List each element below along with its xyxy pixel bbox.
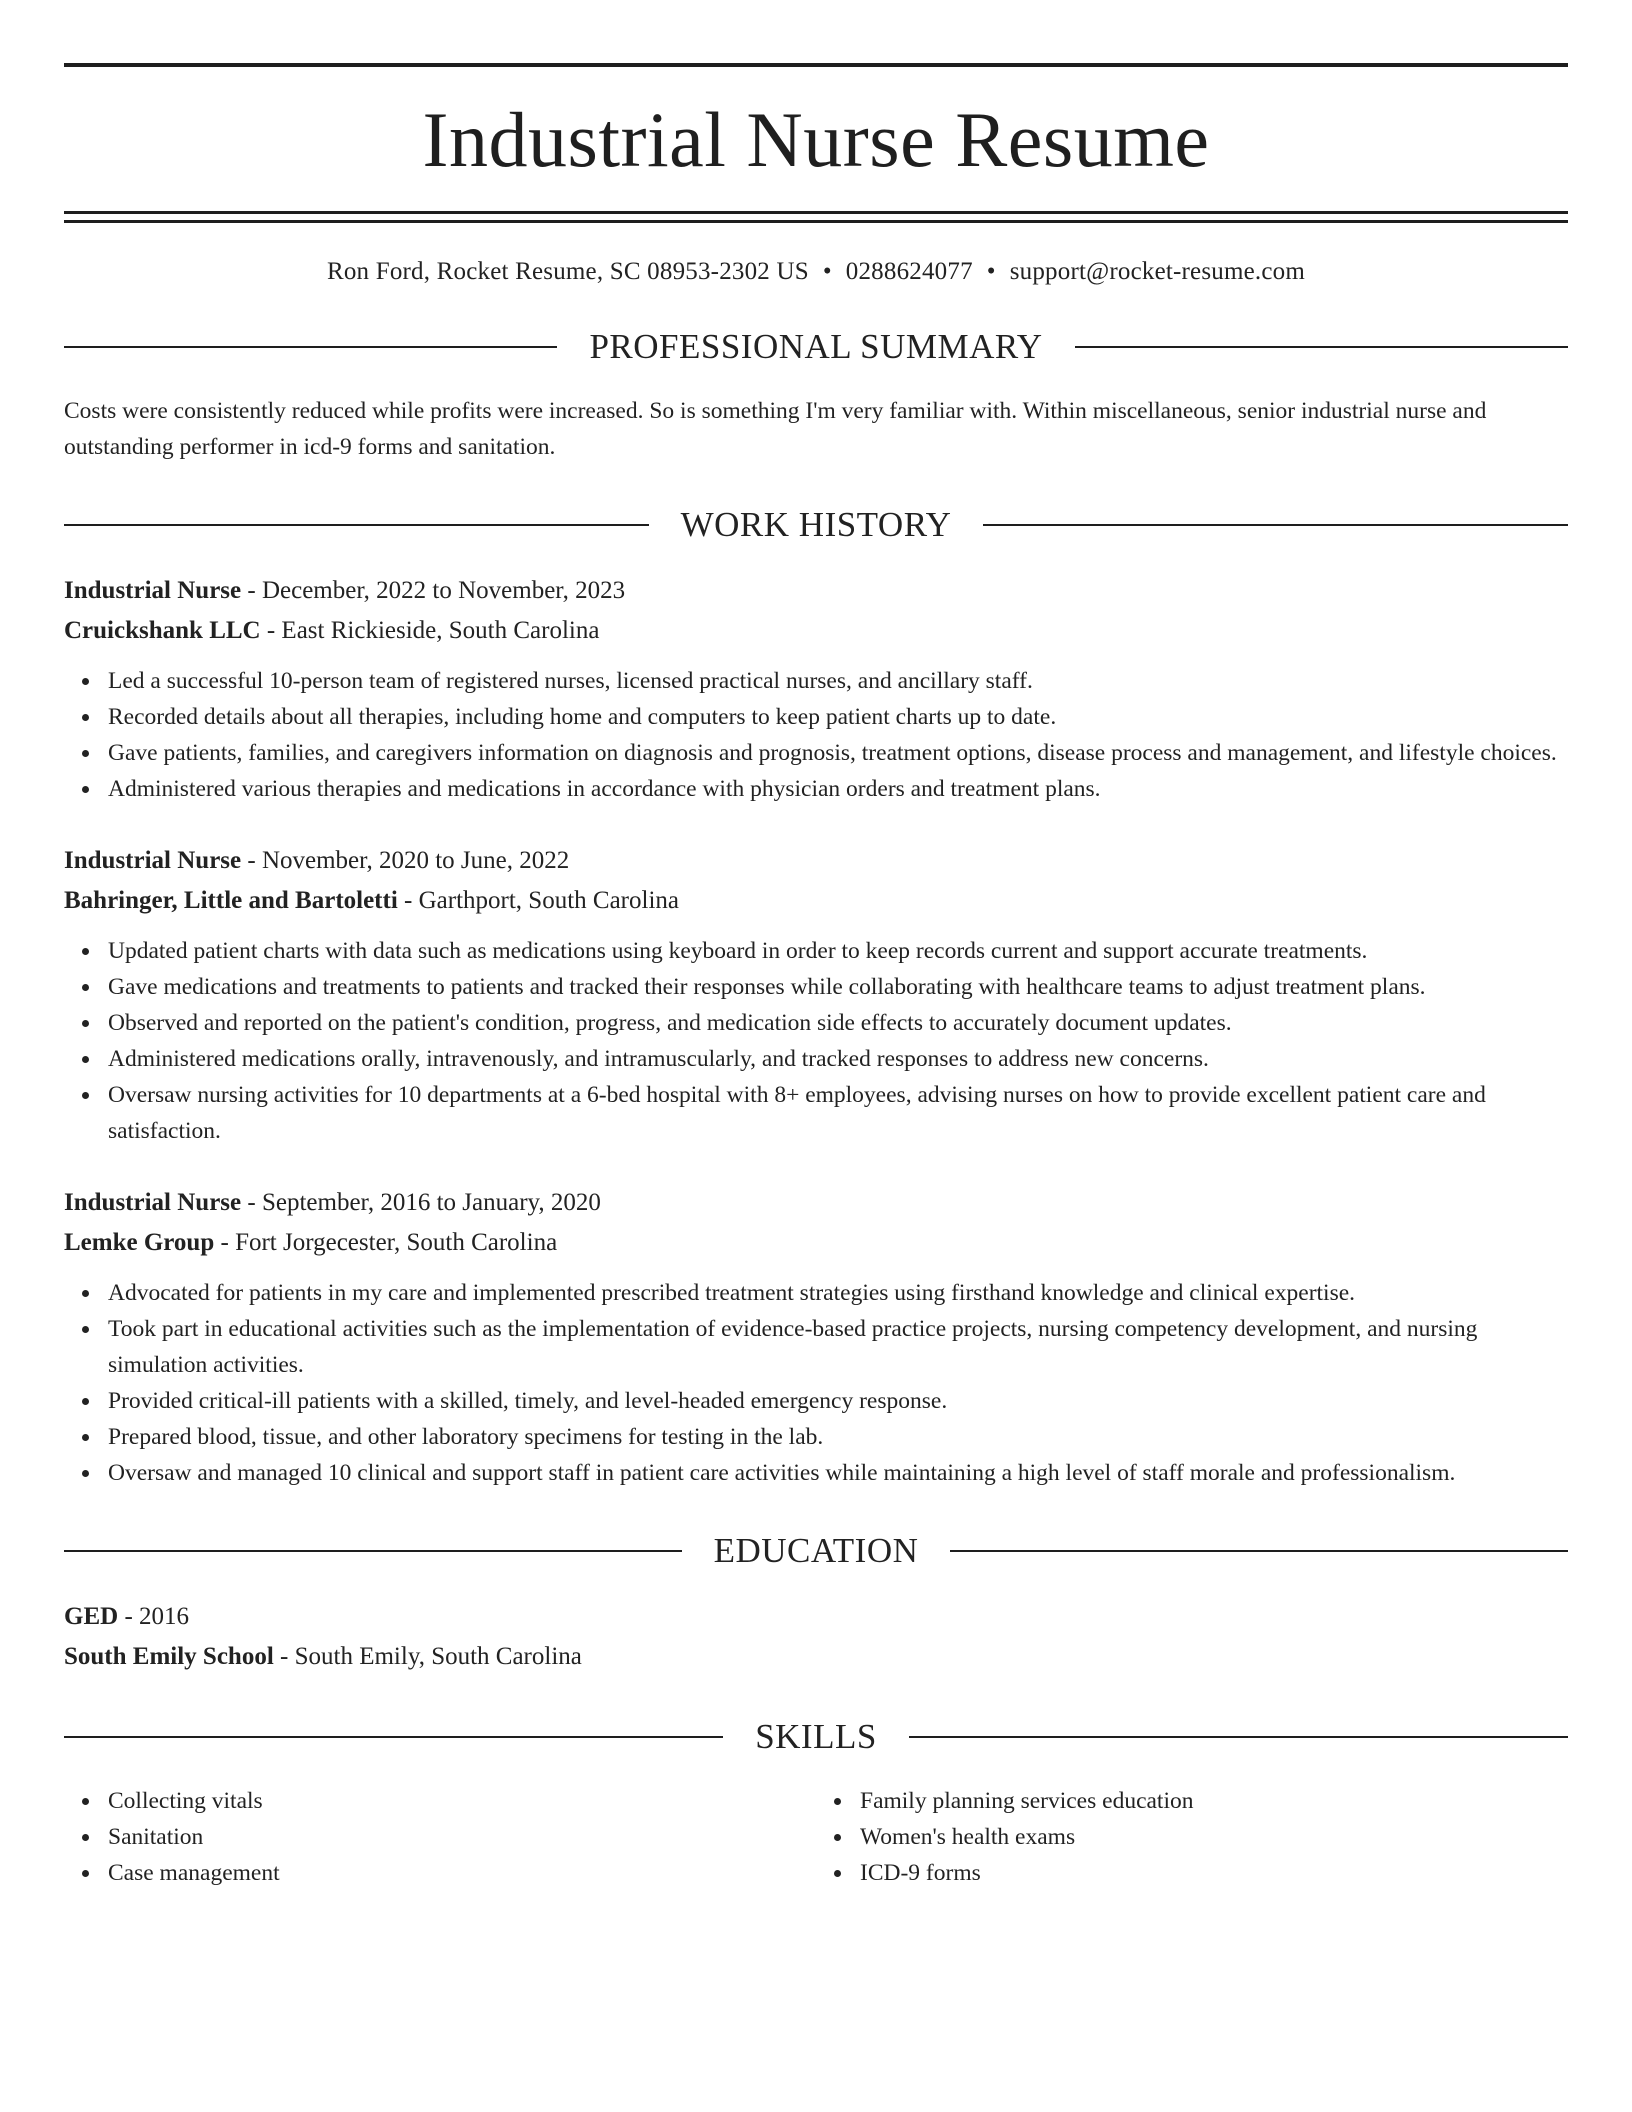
- education-heading: EDUCATION: [713, 1531, 919, 1570]
- education-school-line: [64, 1637, 1568, 1677]
- heading-rule-right: [909, 1736, 1568, 1738]
- job-company: Bahringer, Little and Bartoletti: [64, 887, 398, 914]
- heading-rule-left: [64, 1736, 723, 1738]
- job-location: - Garthport, South Carolina: [397, 887, 679, 914]
- work-heading: WORK HISTORY: [680, 505, 952, 544]
- contact-email: support@rocket-resume.com: [1009, 258, 1306, 285]
- job-bullet: Led a successful 10-person team of registered nurses, licensed practical nurses, and ancillary staff.: [108, 663, 1568, 699]
- heading-rule-right: [983, 524, 1568, 526]
- education-school: South Emily School: [64, 1643, 274, 1670]
- skill-item: Family planning services education: [860, 1783, 1568, 1819]
- page-title: Industrial Nurse Resume: [422, 96, 1210, 183]
- skills-heading: SKILLS: [755, 1717, 877, 1756]
- job-bullet: Oversaw nursing activities for 10 departments at a 6-bed hospital with 8+ employees, advising nurses on how to provide excellent patient care and satisfaction.: [108, 1077, 1568, 1149]
- skill-item: ICD-9 forms: [860, 1855, 1568, 1891]
- heading-rule-left: [64, 524, 649, 526]
- job-title-line: [64, 571, 1568, 611]
- job-company: Cruickshank LLC: [64, 617, 261, 644]
- job-location: - East Rickieside, South Carolina: [260, 617, 600, 644]
- job-company-line: [64, 611, 1568, 651]
- education-degree: GED: [64, 1603, 119, 1630]
- education-location: - South Emily, South Carolina: [273, 1643, 582, 1670]
- job-bullets: [64, 663, 1568, 807]
- skills-column-left: [64, 1783, 816, 1891]
- education-year: - 2016: [118, 1603, 190, 1630]
- job-title-line: [64, 841, 1568, 881]
- skill-item: Case management: [108, 1855, 816, 1891]
- job-bullet: Administered medications orally, intravenously, and intramuscularly, and tracked responses to address new concerns.: [108, 1041, 1568, 1077]
- top-rule: [64, 63, 1568, 67]
- contact-separator: •: [986, 258, 996, 285]
- education-degree-line: [64, 1597, 1568, 1637]
- job-bullet: Prepared blood, tissue, and other laboratory specimens for testing in the lab.: [108, 1419, 1568, 1455]
- contact-phone: 0288624077: [845, 258, 973, 285]
- job-bullet: Advocated for patients in my care and implemented prescribed treatment strategies using firsthand knowledge and clinical expertise.: [108, 1275, 1568, 1311]
- skills-section-heading: [64, 1717, 1568, 1757]
- job-entry: [64, 571, 1568, 807]
- heading-rule-left: [64, 346, 557, 348]
- job-bullets: [64, 1275, 1568, 1491]
- job-bullets: [64, 933, 1568, 1149]
- summary-heading: PROFESSIONAL SUMMARY: [589, 327, 1043, 366]
- job-company-line: [64, 1223, 1568, 1263]
- contact-address: Ron Ford, Rocket Resume, SC 08953-2302 US: [326, 258, 809, 285]
- job-title: Industrial Nurse: [64, 577, 242, 604]
- job-bullet: Recorded details about all therapies, including home and computers to keep patient charts up to date.: [108, 699, 1568, 735]
- contact-line: [64, 257, 1568, 287]
- job-bullet: Gave medications and treatments to patients and tracked their responses while collaborating with healthcare teams to adjust treatment plans.: [108, 969, 1568, 1005]
- job-bullet: Administered various therapies and medications in accordance with physician orders and treatment plans.: [108, 771, 1568, 807]
- heading-rule-right: [950, 1550, 1568, 1552]
- job-bullet: Updated patient charts with data such as medications using keyboard in order to keep records current and support accurate treatments.: [108, 933, 1568, 969]
- job-company-line: [64, 881, 1568, 921]
- summary-text: Costs were consistently reduced while profits were increased. So is something I'm very familiar with. Within miscellaneous, senior industrial nurse and outstanding performer in icd-9 forms and sanitation.: [64, 398, 1487, 460]
- job-title-line: [64, 1183, 1568, 1223]
- job-dates: - November, 2020 to June, 2022: [241, 847, 570, 874]
- job-bullet: Provided critical-ill patients with a skilled, timely, and level-headed emergency response.: [108, 1383, 1568, 1419]
- education-entry: [64, 1597, 1568, 1677]
- job-title: Industrial Nurse: [64, 847, 242, 874]
- job-bullet: Gave patients, families, and caregivers information on diagnosis and prognosis, treatment options, disease process and management, and lifestyle choices.: [108, 735, 1568, 771]
- job-dates: - December, 2022 to November, 2023: [241, 577, 626, 604]
- skill-item: Sanitation: [108, 1819, 816, 1855]
- job-company: Lemke Group: [64, 1229, 215, 1256]
- heading-rule-right: [1075, 346, 1568, 348]
- skill-item: Women's health exams: [860, 1819, 1568, 1855]
- contact-separator: •: [822, 258, 832, 285]
- job-entry: [64, 1183, 1568, 1491]
- summary-section-heading: [64, 327, 1568, 367]
- job-bullet: Oversaw and managed 10 clinical and support staff in patient care activities while maintaining a high level of staff morale and professionalism.: [108, 1455, 1568, 1491]
- skill-item: Collecting vitals: [108, 1783, 816, 1819]
- title-double-rule: [64, 211, 1568, 223]
- job-location: - Fort Jorgecester, South Carolina: [214, 1229, 558, 1256]
- skills-column-right: [816, 1783, 1568, 1891]
- job-bullet: Took part in educational activities such as the implementation of evidence-based practice projects, nursing competency development, and nursing simulation activities.: [108, 1311, 1568, 1383]
- job-bullet: Observed and reported on the patient's condition, progress, and medication side effects to accurately document updates.: [108, 1005, 1568, 1041]
- skills-list: [64, 1783, 1568, 1891]
- heading-rule-left: [64, 1550, 682, 1552]
- education-section-heading: [64, 1531, 1568, 1571]
- job-title: Industrial Nurse: [64, 1189, 242, 1216]
- job-dates: - September, 2016 to January, 2020: [241, 1189, 601, 1216]
- job-entry: [64, 841, 1568, 1149]
- work-section-heading: [64, 505, 1568, 545]
